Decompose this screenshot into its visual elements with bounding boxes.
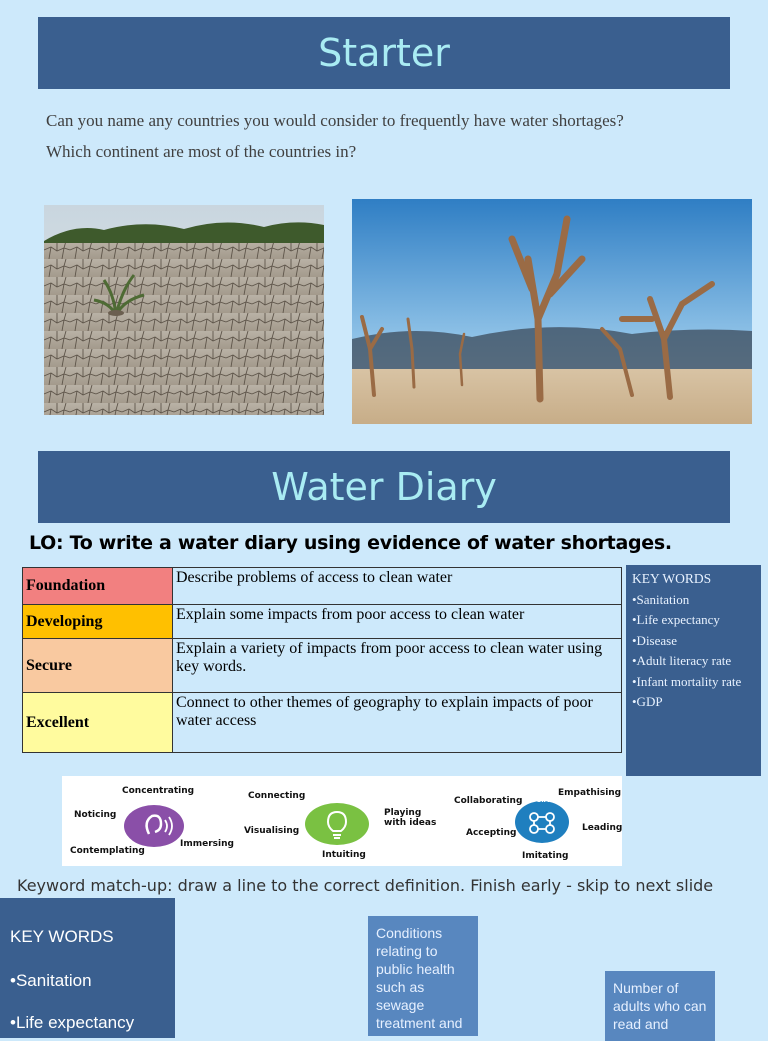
- key-word-item: •Sanitation: [10, 971, 92, 990]
- bottom-key-words-title: KEY WORDS: [10, 927, 114, 946]
- skill-word: Concentrating: [122, 786, 195, 796]
- success-criteria-table: [22, 567, 622, 753]
- water-diary-banner: [38, 451, 730, 523]
- key-word-item: •Disease: [632, 632, 677, 648]
- table-row: [23, 693, 622, 753]
- table-row: [23, 639, 622, 693]
- key-words-title: KEY WORDS: [632, 571, 712, 586]
- level-name: Foundation: [23, 568, 173, 605]
- dead-trees-photo: [352, 199, 752, 424]
- imaginative-lightbulb-icon: [304, 802, 370, 846]
- social-network-icon: [514, 800, 570, 844]
- skill-word: Collaborating: [454, 796, 523, 806]
- social-label: SOCIAL: [525, 796, 554, 804]
- key-word-item: •Life expectancy: [632, 612, 720, 627]
- table-row: [23, 568, 622, 605]
- attentive-ear-icon: [123, 804, 185, 848]
- starter-question-1: Can you name any countries you would consider to frequently have water shortages?: [46, 111, 624, 130]
- skill-word: Noticing: [74, 810, 117, 820]
- starter-banner: [38, 17, 730, 89]
- definition-box[interactable]: Conditions relating to public health such as sewage treatment and: [368, 916, 478, 1036]
- skill-word: Empathising: [558, 788, 622, 798]
- skill-word: Visualising: [244, 826, 300, 836]
- key-words-box: [626, 565, 761, 776]
- starter-title: Starter: [318, 31, 450, 75]
- level-description: Connect to other themes of geography to explain impacts of poor water access: [173, 693, 622, 753]
- bottom-key-words-box: [0, 898, 175, 1038]
- imaginative-label: IMAGINATIVE: [310, 796, 362, 804]
- skill-word: Imitating: [522, 851, 569, 861]
- skill-word: Intuiting: [322, 850, 366, 860]
- level-name: Developing: [23, 605, 173, 639]
- level-name: Excellent: [23, 693, 173, 753]
- key-word-item: •Sanitation: [632, 591, 690, 607]
- key-word-item: •GDP: [632, 694, 663, 709]
- skill-word: Connecting: [248, 791, 306, 801]
- level-description: Explain some impacts from poor access to clean water: [173, 605, 622, 639]
- table-row: [23, 605, 622, 639]
- learning-objective: LO: To write a water diary using evidence of water shortages.: [29, 532, 672, 554]
- skill-word: Immersing: [180, 839, 234, 849]
- definition-box[interactable]: Number of adults who can read and: [605, 971, 715, 1041]
- skill-word: Playing with ideas: [384, 808, 437, 828]
- key-word-item: •Life expectancy: [10, 1013, 135, 1032]
- key-word-item: •Infant mortality rate: [632, 673, 742, 689]
- match-up-instruction: Keyword match-up: draw a line to the correct definition. Finish early - skip to next slide: [17, 876, 714, 895]
- learning-skills-strip: [62, 776, 622, 866]
- skill-word: Leading: [582, 823, 623, 833]
- water-diary-title: Water Diary: [271, 465, 497, 509]
- level-description: Explain a variety of impacts from poor access to clean water using key words.: [173, 639, 622, 693]
- skill-word: Accepting: [466, 828, 517, 838]
- attentive-label: ATTENTIVE: [138, 799, 181, 807]
- starter-question-2: Which continent are most of the countries in?: [46, 142, 357, 161]
- skill-word: Contemplating: [70, 846, 145, 856]
- cracked-earth-photo: [44, 205, 324, 415]
- level-name: Secure: [23, 639, 173, 693]
- key-word-item: •Adult literacy rate: [632, 653, 732, 668]
- level-description: Describe problems of access to clean water: [173, 568, 622, 605]
